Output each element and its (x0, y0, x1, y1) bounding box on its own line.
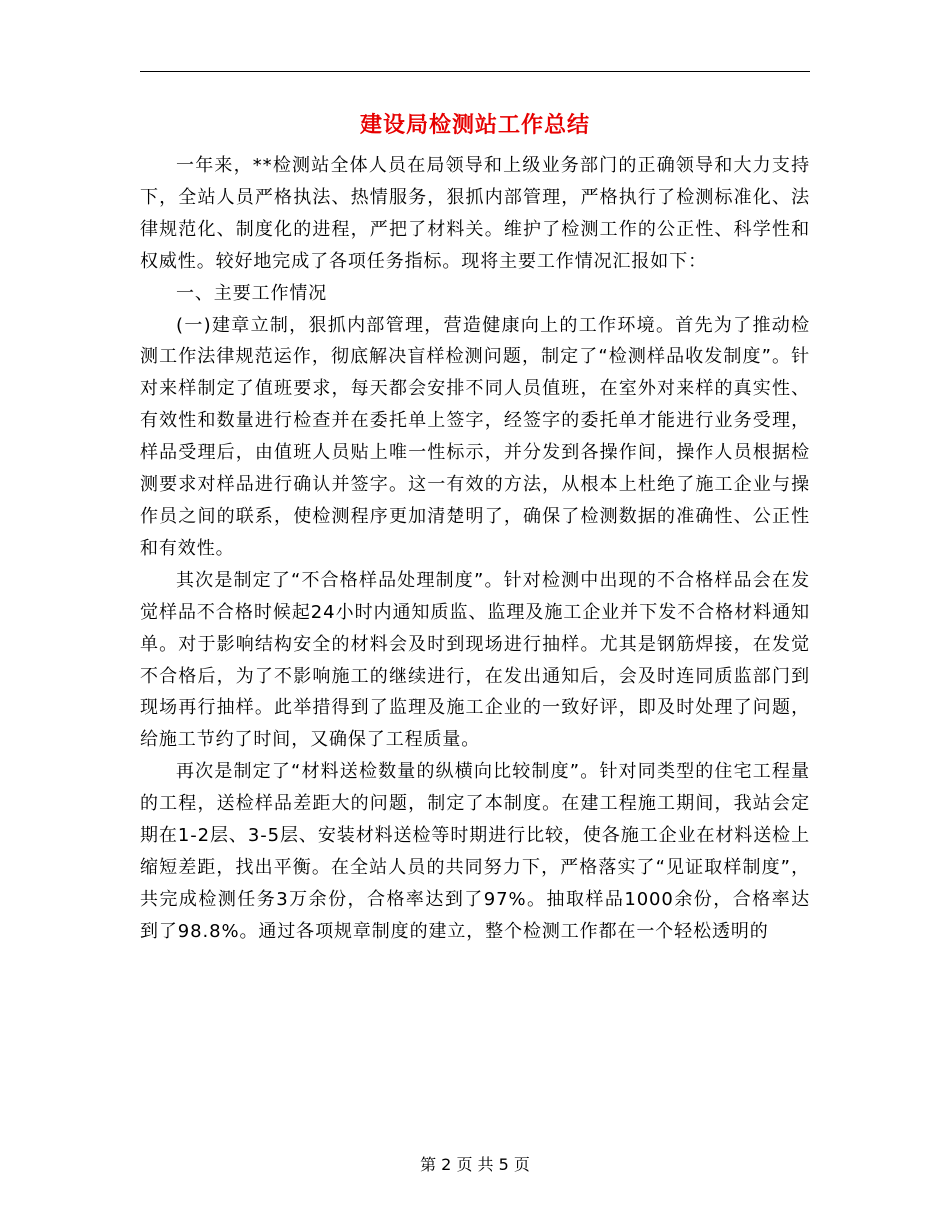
section-heading-main-work: 一、主要工作情况 (176, 282, 328, 304)
page-number: 第 2 页 共 5 页 (420, 1155, 530, 1174)
page-footer (0, 1153, 950, 1177)
paragraph-rules-third: 再次是制定了“材料送检数量的纵横向比较制度”。针对同类型的住宅工程量的工程，送检样品差距大的问题，制定了本制度。在建工程施工期间，我站会定期在1-2层、3-5层、安装材料送检等时期进行比较，使各施工企业在材料送检上缩短差距，找出平衡。在全站人员的共同努力下，严格落实了“见证取样制度”，共完成检测任务3万余份，合格率达到了97%。抽取样品1000余份，合格率达到了98.8%。通过各项规章制度的建立，整个检测工作都在一个轻松透明的 (140, 761, 810, 942)
paragraph-rules-second: 其次是制定了“不合格样品处理制度”。针对检测中出现的不合格样品会在发觉样品不合格时候起24小时内通知质监、监理及施工企业并下发不合格材料通知单。对于影响结构安全的材料会及时到现场进行抽样。尤其是钢筋焊接，在发觉不合格后，为了不影响施工的继续进行，在发出通知后，会及时连同质监部门到现场再行抽样。此举措得到了监理及施工企业的一致好评，即及时处理了问题，给施工节约了时间，又确保了工程质量。 (140, 569, 810, 751)
paragraph-intro: 一年来，**检测站全体人员在局领导和上级业务部门的正确领导和大力支持下，全站人员严格执法、热情服务，狠抓内部管理，严格执行了检测标准化、法律规范化、制度化的进程，严把了材料关。维护了检测工作的公正性、科学性和权威性。较好地完成了各项任务指标。现将主要工作情况汇报如下： (140, 155, 810, 272)
document-body (140, 150, 810, 948)
header-rule (140, 71, 810, 72)
paragraph-rules-first: (一)建章立制，狠抓内部管理，营造健康向上的工作环境。首先为了推动检测工作法律规范运作，彻底解决盲样检测问题，制定了“检测样品收发制度”。针对来样制定了值班要求，每天都会安排不同人员值班，在室外对来样的真实性、有效性和数量进行检查并在委托单上签字，经签字的委托单才能进行业务受理，样品受理后，由值班人员贴上唯一性标示，并分发到各操作间，操作人员根据检测要求对样品进行确认并签字。这一有效的方法，从根本上杜绝了施工企业与操作员之间的联系，使检测程序更加清楚明了，确保了检测数据的准确性、公正性和有效性。 (140, 314, 810, 559)
document-title: 建设局检测站工作总结 (359, 113, 590, 138)
